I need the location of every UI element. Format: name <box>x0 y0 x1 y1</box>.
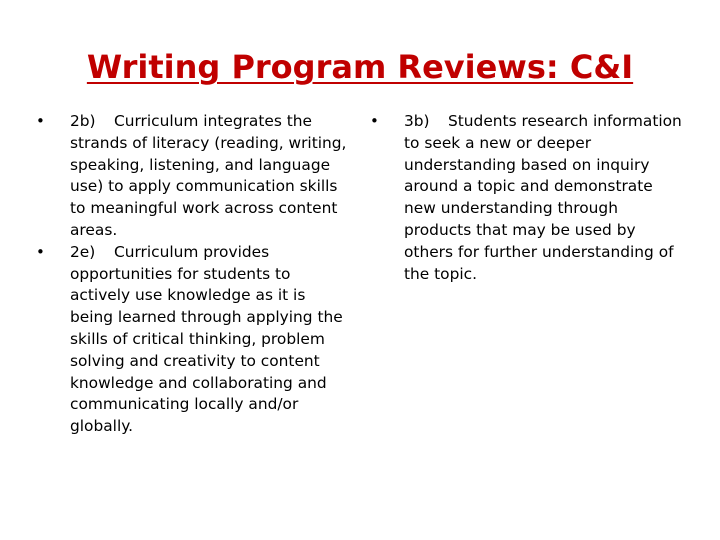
slide-title: Writing Program Reviews: C&I <box>86 48 634 86</box>
criterion-text: Curriculum provides opportunities for students to actively use knowledge as it is being learned through applying the skills of critical thinking, problem solving and creativity to content knowledge and collaborating and communicating locally and/or globally. <box>70 242 343 436</box>
left-bullet-list <box>36 111 352 438</box>
criterion-code: 2e) <box>70 242 96 261</box>
bullet-dot-icon: • <box>36 242 45 261</box>
bullet-dot-icon: • <box>36 112 45 130</box>
bullet-item-2e <box>36 242 352 438</box>
right-bullet-list <box>370 111 684 285</box>
criterion-code: 3b) <box>404 112 430 130</box>
criterion-text: Students research information to seek a new or deeper understanding based on inquiry around a topic and demonstrate new understanding through products that may be used by others for further understanding of the topic. <box>404 112 682 283</box>
bullet-item-2b <box>36 111 352 242</box>
criterion-text: Curriculum integrates the strands of literacy (reading, writing, speaking, listening, and language use) to apply communication skills to meaningful work across content areas. <box>70 112 347 239</box>
bullet-dot-icon: • <box>370 112 379 130</box>
criterion-code: 2b) <box>70 112 96 130</box>
bullet-item-3b <box>370 111 684 285</box>
